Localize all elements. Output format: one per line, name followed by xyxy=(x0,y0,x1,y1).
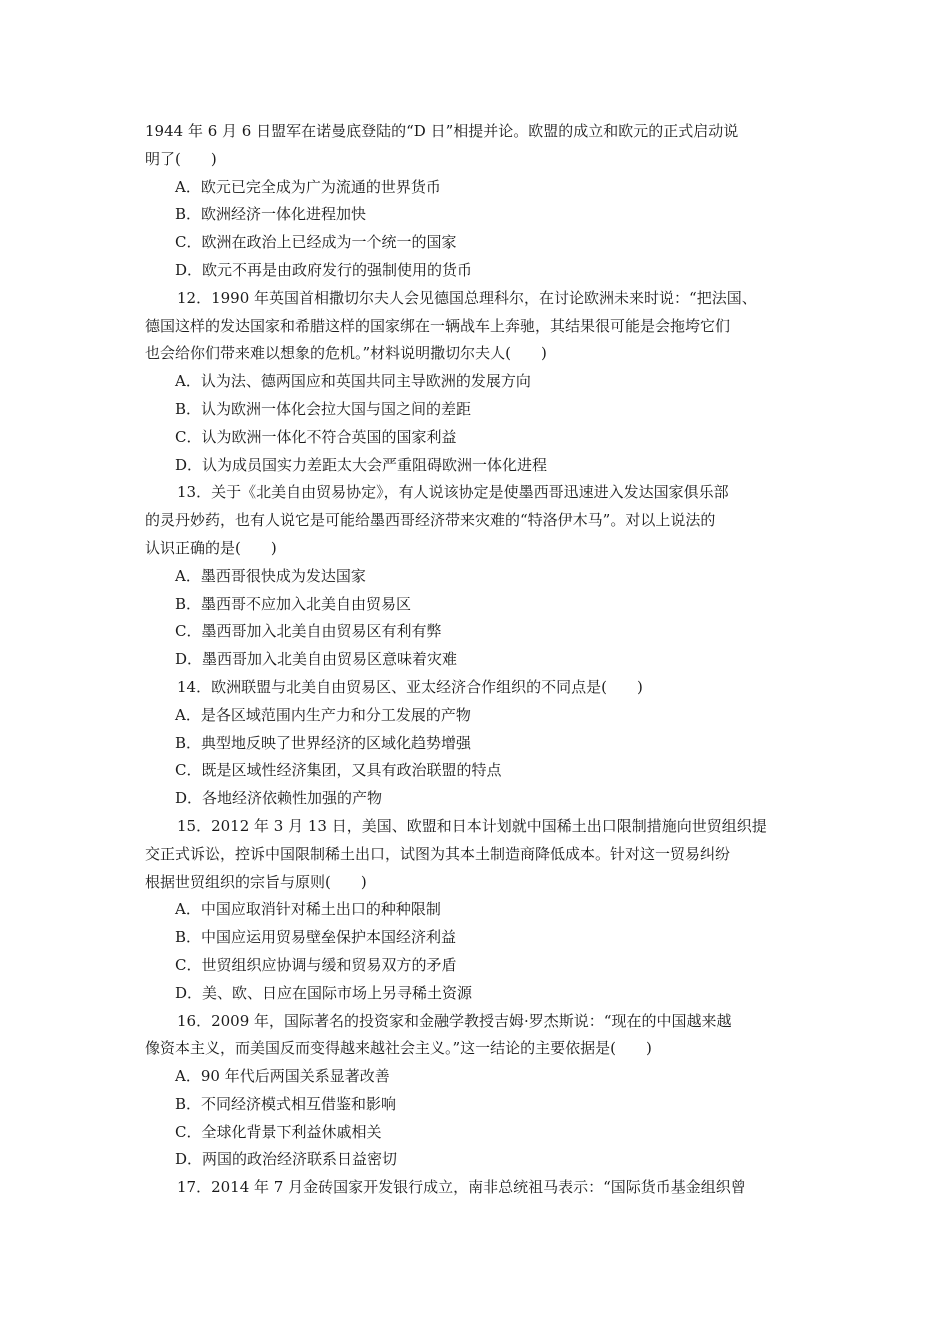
option-d: D．两国的政治经济联系日益密切 xyxy=(175,1150,398,1169)
option-a: A．中国应取消针对稀土出口的种种限制 xyxy=(175,900,441,919)
question-13 xyxy=(145,479,817,674)
option-d: D．认为成员国实力差距太大会严重阻碍欧洲一体化进程 xyxy=(175,455,548,474)
option-c: C．认为欧洲一体化不符合英国的国家利益 xyxy=(175,427,457,446)
option-a: A．墨西哥很快成为发达国家 xyxy=(175,566,366,585)
option-a: A．认为法、德两国应和英国共同主导欧洲的发展方向 xyxy=(175,372,531,391)
option-a: A．欧元已完全成为广为流通的世界货币 xyxy=(175,177,441,196)
question-12 xyxy=(145,285,817,480)
option-b: B．欧洲经济一体化进程加快 xyxy=(175,205,367,224)
option-d: D．各地经济依赖性加强的产物 xyxy=(175,789,383,808)
option-b: B．典型地反映了世界经济的区域化趋势增强 xyxy=(175,733,472,752)
question-line: 的灵丹妙药，也有人说它是可能给墨西哥经济带来灾难的“特洛伊木马”。对以上说法的 xyxy=(145,511,716,530)
document-page xyxy=(145,118,817,1202)
question-line: 认识正确的是( ) xyxy=(145,538,277,557)
question-line: 根据世贸组织的宗旨与原则( ) xyxy=(145,872,367,891)
option-d: D．墨西哥加入北美自由贸易区意味着灾难 xyxy=(175,650,458,669)
question-line: 像资本主义，而美国反而变得越来越社会主义。”这一结论的主要依据是( ) xyxy=(145,1039,652,1058)
question-17 xyxy=(145,1174,817,1202)
option-a: A．是各区域范围内生产力和分工发展的产物 xyxy=(175,705,471,724)
question-15 xyxy=(145,813,817,1008)
question-line: 也会给你们带来难以想象的危机。”材料说明撒切尔夫人( ) xyxy=(145,344,547,363)
question-line: 12．1990 年英国首相撒切尔夫人会见德国总理科尔，在讨论欧洲未来时说：“把法国、 xyxy=(177,288,757,307)
question-line: 交正式诉讼，控诉中国限制稀土出口，试图为其本土制造商降低成本。针对这一贸易纠纷 xyxy=(145,844,731,863)
question-line: 15．2012 年 3 月 13 日，美国、欧盟和日本计划就中国稀土出口限制措施向世贸组织提 xyxy=(177,816,767,835)
option-c: C．欧洲在政治上已经成为一个统一的国家 xyxy=(175,233,457,252)
question-16 xyxy=(145,1008,817,1175)
option-b: B．中国应运用贸易壁垒保护本国经济利益 xyxy=(175,928,457,947)
question-line: 17．2014 年 7 月金砖国家开发银行成立，南非总统祖马表示：“国际货币基金组织曾 xyxy=(177,1178,746,1197)
option-b: B．不同经济模式相互借鉴和影响 xyxy=(175,1094,397,1113)
option-c: C．既是区域性经济集团，又具有政治联盟的特点 xyxy=(175,761,502,780)
option-c: C．墨西哥加入北美自由贸易区有利有弊 xyxy=(175,622,442,641)
option-d: D．美、欧、日应在国际市场上另寻稀土资源 xyxy=(175,983,473,1002)
option-c: C．全球化背景下利益休戚相关 xyxy=(175,1122,382,1141)
question-line: 德国这样的发达国家和希腊这样的国家绑在一辆战车上奔驰，其结果很可能是会拖垮它们 xyxy=(145,316,731,335)
option-b: B．认为欧洲一体化会拉大国与国之间的差距 xyxy=(175,399,472,418)
question-line: 13．关于《北美自由贸易协定》，有人说该协定是使墨西哥迅速进入发达国家俱乐部 xyxy=(177,483,729,502)
option-b: B．墨西哥不应加入北美自由贸易区 xyxy=(175,594,412,613)
option-a: A．90 年代后两国关系显著改善 xyxy=(175,1067,390,1086)
question-line: 14．欧洲联盟与北美自由贸易区、亚太经济合作组织的不同点是( ) xyxy=(177,677,643,696)
question-14 xyxy=(145,674,817,813)
intro-block xyxy=(145,118,817,285)
intro-line: 明了( ) xyxy=(145,149,217,168)
option-c: C．世贸组织应协调与缓和贸易双方的矛盾 xyxy=(175,955,457,974)
question-line: 16．2009 年，国际著名的投资家和金融学教授吉姆·罗杰斯说：“现在的中国越来越 xyxy=(177,1011,732,1030)
intro-line: 1944 年 6 月 6 日盟军在诺曼底登陆的“D 日”相提并论。欧盟的成立和欧元的正式启动说 xyxy=(145,122,739,140)
option-d: D．欧元不再是由政府发行的强制使用的货币 xyxy=(175,260,473,279)
